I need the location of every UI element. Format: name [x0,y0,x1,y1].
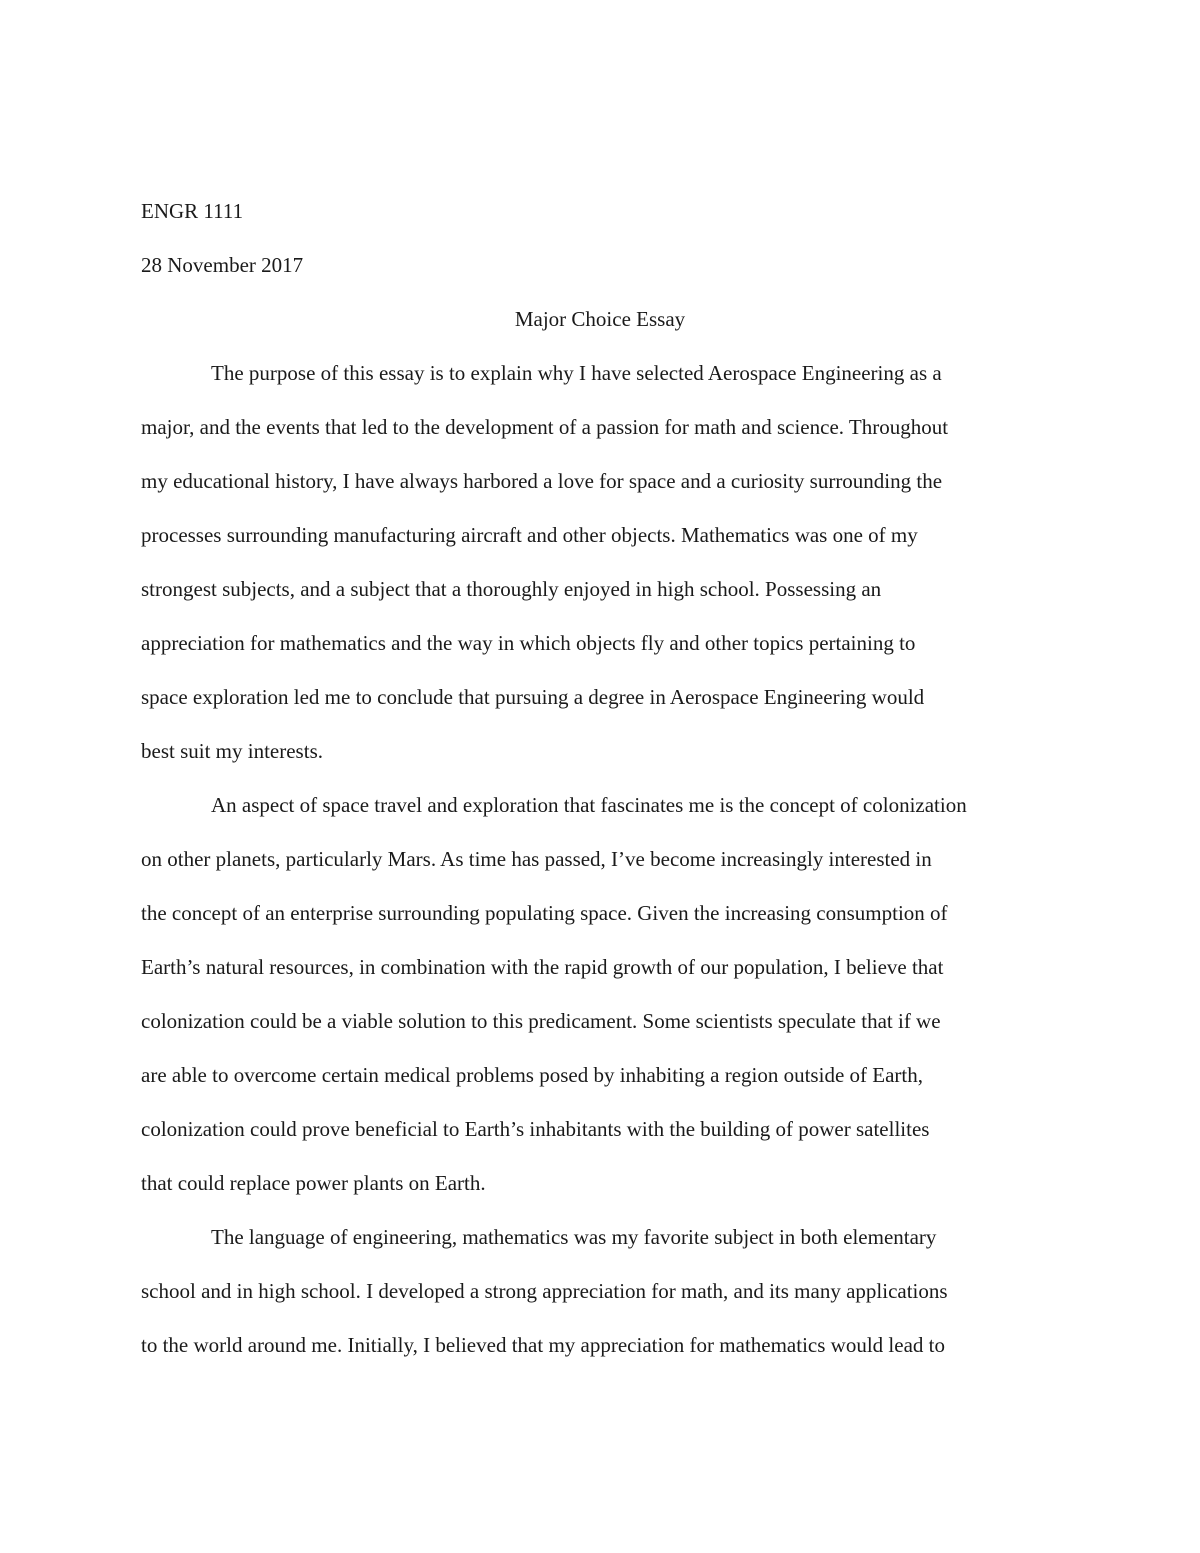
paragraph-1-line-2: major, and the events that led to the development of a passion for math and science. Throughout [141,415,949,439]
paragraph-3-line-3: to the world around me. Initially, I believed that my appreciation for mathematics would lead to [141,1333,945,1357]
paragraph-1-line-8: best suit my interests. [141,739,323,763]
paragraph-3-line-1: The language of engineering, mathematics was my favorite subject in both elementary [211,1225,937,1249]
paragraph-3-line-2: school and in high school. I developed a strong appreciation for math, and its many applications [141,1279,948,1303]
paragraph-1-line-6: appreciation for mathematics and the way in which objects fly and other topics pertaining to [141,631,916,655]
paragraph-1-line-7: space exploration led me to conclude that pursuing a degree in Aerospace Engineering would [141,685,925,709]
date-label: 28 November 2017 [141,253,304,277]
paragraph-1-line-5: strongest subjects, and a subject that a thoroughly enjoyed in high school. Possessing an [141,577,882,601]
paragraph-1-line-4: processes surrounding manufacturing aircraft and other objects. Mathematics was one of my [141,523,918,547]
paragraph-2-line-2: on other planets, particularly Mars. As time has passed, I’ve become increasingly interested in [141,847,932,871]
paragraph-2-line-1: An aspect of space travel and exploration that fascinates me is the concept of colonization [211,793,967,817]
paragraph-2-line-6: are able to overcome certain medical problems posed by inhabiting a region outside of Earth, [141,1063,923,1087]
paragraph-2-line-8: that could replace power plants on Earth. [141,1171,486,1195]
paragraph-1-line-1: The purpose of this essay is to explain why I have selected Aerospace Engineering as a [211,361,942,385]
course-label: ENGR 1111 [141,199,244,223]
essay-title: Major Choice Essay [514,307,686,331]
paragraph-2-line-3: the concept of an enterprise surrounding populating space. Given the increasing consumption of [141,901,948,925]
paragraph-1-line-3: my educational history, I have always harbored a love for space and a curiosity surrounding the [141,469,943,493]
paragraph-2-line-4: Earth’s natural resources, in combination with the rapid growth of our population, I believe that [141,955,944,979]
paragraph-2-line-5: colonization could be a viable solution to this predicament. Some scientists speculate that if we [141,1009,941,1033]
paragraph-2-line-7: colonization could prove beneficial to Earth’s inhabitants with the building of power satellites [141,1117,930,1141]
